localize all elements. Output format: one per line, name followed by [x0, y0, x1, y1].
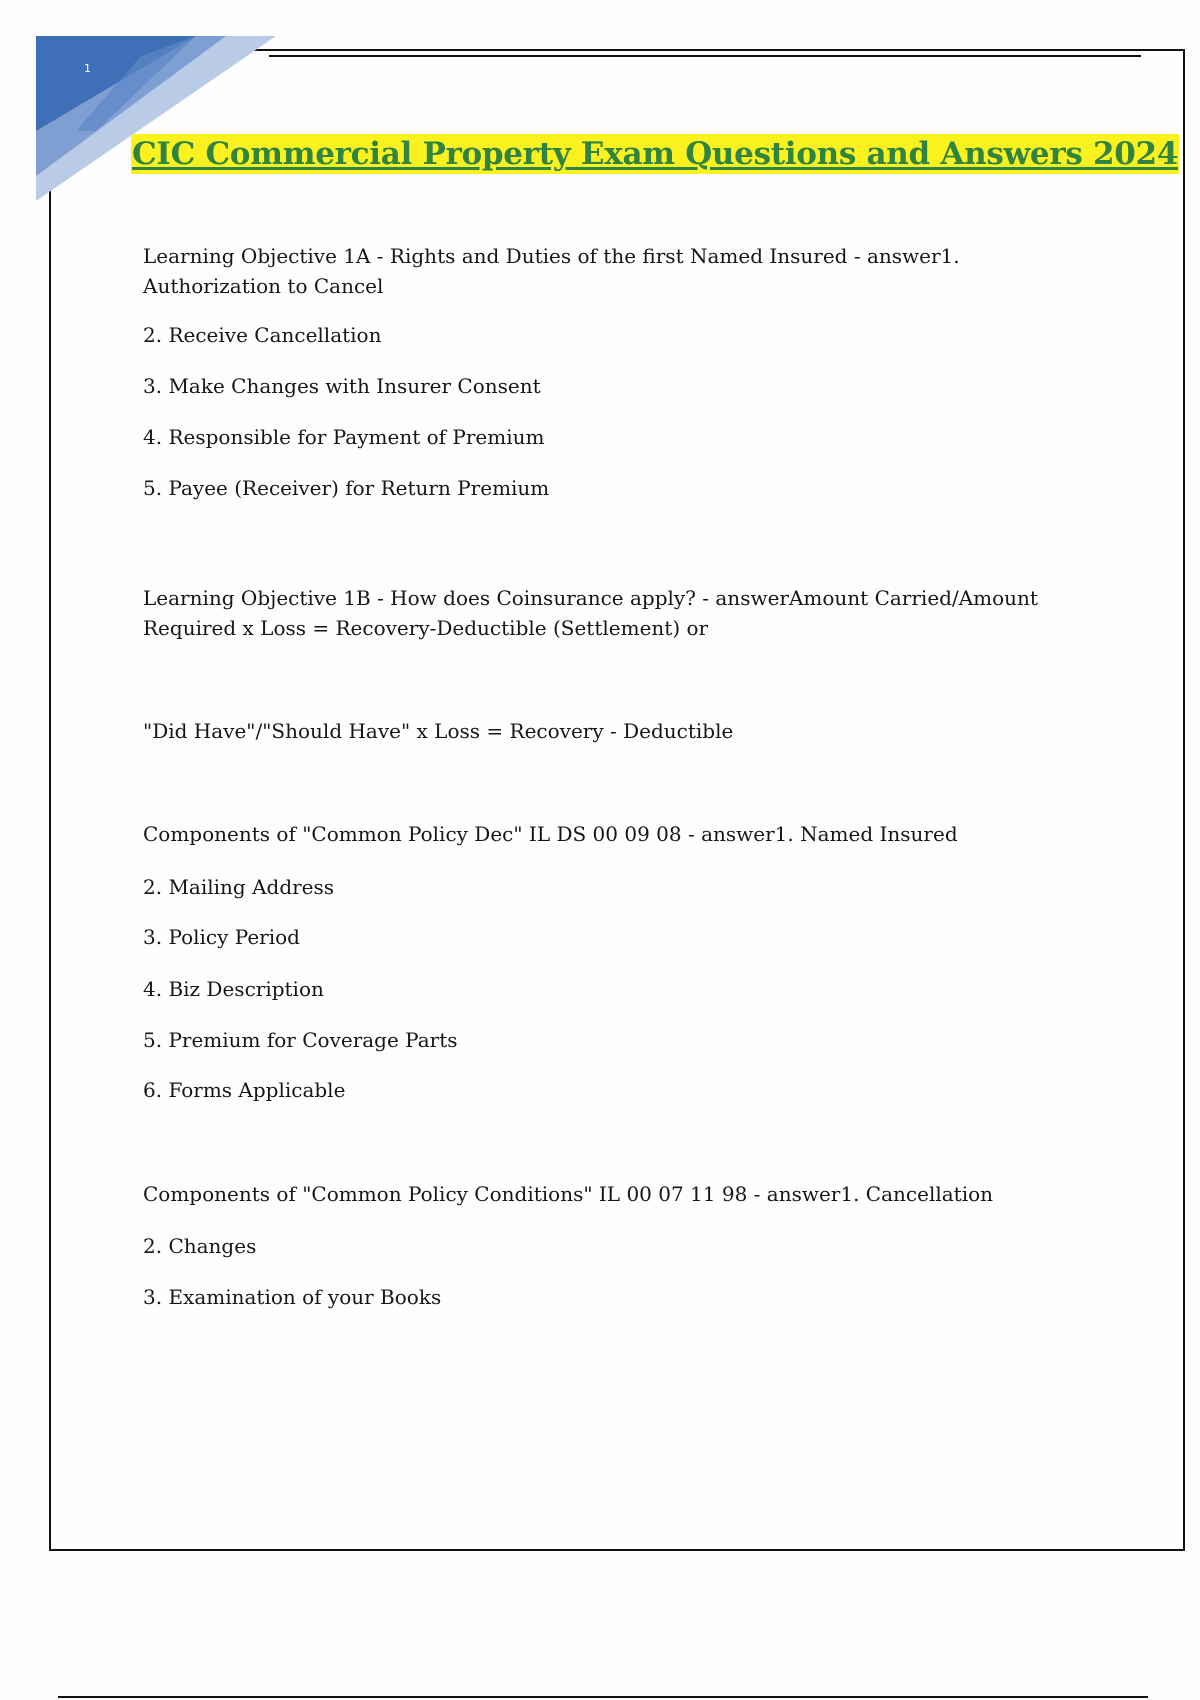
answer-item: 2. Mailing Address	[143, 875, 335, 899]
answer-item: 2. Receive Cancellation	[143, 323, 382, 347]
answer-item: 5. Payee (Receiver) for Return Premium	[143, 476, 550, 500]
answer-item: 3. Examination of your Books	[143, 1285, 442, 1309]
header-rule	[269, 55, 1141, 57]
page-number: 1	[84, 62, 91, 75]
answer-item: 3. Policy Period	[143, 925, 300, 949]
answer-item: 4. Responsible for Payment of Premium	[143, 425, 545, 449]
question-2: Learning Objective 1B - How does Coinsurance apply? - answerAmount Carried/Amount Required x Loss = Recovery-Deductible (Settlement) or	[143, 586, 1038, 640]
answer-item: 5. Premium for Coverage Parts	[143, 1028, 458, 1052]
answer-item: 3. Make Changes with Insurer Consent	[143, 374, 541, 398]
footer-rule	[58, 1696, 1148, 1698]
question-4: Components of "Common Policy Conditions" IL 00 07 11 98 - answer1. Cancellation	[143, 1182, 994, 1206]
answer-continuation: "Did Have"/"Should Have" x Loss = Recovery - Deductible	[143, 719, 734, 743]
question-1: Learning Objective 1A - Rights and Duties of the first Named Insured - answer1. Authorization to Cancel	[143, 244, 960, 298]
corner-decoration	[36, 36, 276, 201]
question-3: Components of "Common Policy Dec" IL DS 00 09 08 - answer1. Named Insured	[143, 822, 958, 846]
answer-item: 4. Biz Description	[143, 977, 324, 1001]
document-title: CIC Commercial Property Exam Questions and Answers 2024	[132, 136, 1179, 172]
answer-item: 2. Changes	[143, 1234, 257, 1258]
answer-item: 6. Forms Applicable	[143, 1078, 346, 1102]
